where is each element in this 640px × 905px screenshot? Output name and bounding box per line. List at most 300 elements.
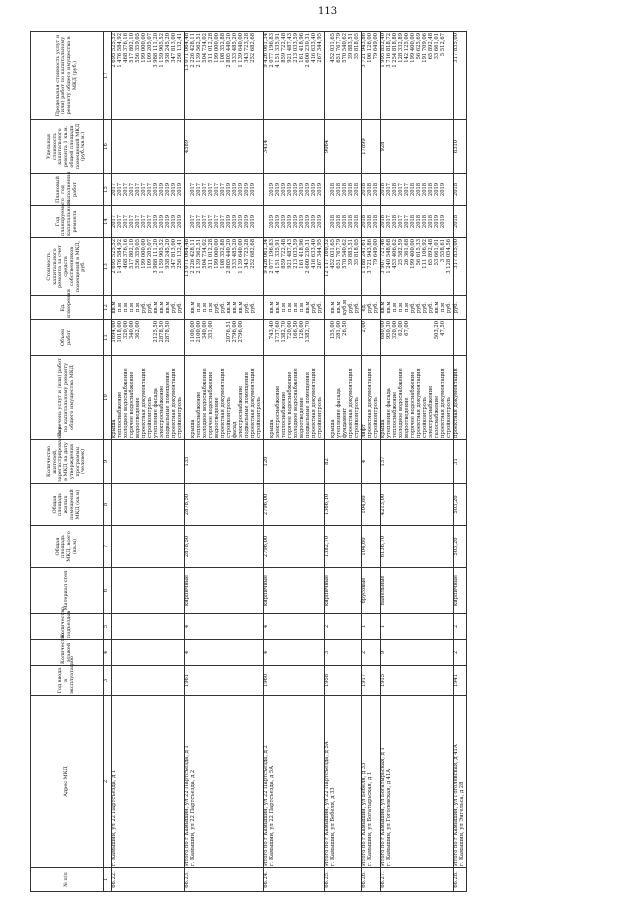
column-header-16: Удельная стоимость капитального ремонта 1 кв.м. общей площади помещений МКД (руб./кв.м.) (31, 120, 104, 174)
work-list-line: фундамент (342, 407, 348, 438)
planned-year-line: 2017 (220, 214, 226, 229)
wall-material: брусовые (362, 568, 381, 614)
work-year-line: 2018 (348, 182, 354, 197)
planned-year-line: 2018 (410, 214, 416, 229)
table-row (381, 32, 454, 892)
work-volume (185, 320, 264, 356)
cost-limit-line: 2 139 562,51 (196, 33, 202, 68)
cost-limit-line: 859 722,48 (281, 33, 287, 63)
measure-unit (112, 296, 185, 320)
work-list-line: стройконтроль (256, 397, 262, 438)
entrance-count: 4 (185, 614, 264, 640)
cost-limit-line: 191 709,06 (422, 33, 428, 63)
repair-cost-line: 1 159 905,52 (159, 239, 165, 274)
repair-cost-line: 343 723,28 (244, 239, 250, 269)
measure-unit-line: кв.м (153, 301, 159, 314)
repair-cost-line: 12 117 160,32 (324, 239, 330, 277)
resident-count: 31 (454, 440, 467, 484)
repair-cost-line: 2 805 440,20 (226, 239, 232, 274)
planned-year-line: 2018 (422, 214, 428, 229)
repair-cost-line: 35 818,05 (354, 239, 360, 266)
measure-unit-line: кв.м (336, 301, 342, 314)
table-row (264, 32, 325, 892)
cost-limit-line: 128 332,89 (398, 33, 404, 63)
planned-year-line: 2018 (330, 214, 336, 229)
planned-year-line: 2018 (416, 214, 422, 229)
entrance-count: 1 (381, 614, 454, 640)
repair-cost-line: 2 139 562,51 (196, 239, 202, 274)
work-list-line: стройконтроль (226, 397, 232, 438)
work-year-line: 2017 (398, 182, 404, 197)
address-cell (112, 696, 185, 868)
work-list-line: водоотведение (135, 397, 141, 438)
table-row (362, 32, 381, 892)
repair-cost-line: 199 000,00 (214, 239, 220, 269)
work-volume-line: 2125,50 (153, 321, 159, 343)
living-area (112, 484, 185, 526)
floor-count: 2 (454, 640, 467, 666)
measure-unit-line: кв.м (305, 301, 311, 314)
row-number: 66.23. (185, 868, 264, 892)
work-year-line: 2019 (311, 182, 317, 197)
planned-year-line: 2019 (177, 214, 183, 229)
work-list-line: подвальные помещения (305, 372, 311, 438)
work-year-line: 2019 (434, 182, 440, 197)
work-list-line: подвальные помещения (244, 372, 250, 438)
repair-cost-line: 3 128 054,56 (446, 239, 452, 274)
repair-cost-line: 3 558,61 (440, 239, 446, 263)
repair-cost-line: 938 245,20 (165, 239, 171, 269)
measure-unit-line: куб.м (342, 299, 348, 316)
measure-unit-line: руб. (422, 301, 428, 314)
total-area: 6136,70 (381, 526, 454, 568)
unit-cost: 928 (381, 120, 454, 174)
column-number: 14 (104, 206, 112, 238)
planned-year-line: 2019 (305, 214, 311, 229)
column-number: 8 (104, 484, 112, 526)
planned-year-line: 2019 (311, 214, 317, 229)
cost-limit-line: 256 132,41 (177, 33, 183, 63)
resident-count: 135 (185, 440, 264, 484)
work-volume-line: 1100,00 (190, 321, 196, 343)
repair-cost-line: 2 695 525,52 (111, 239, 117, 274)
capital-repair-table (30, 31, 467, 892)
work-list-line: стройконтроль (177, 397, 183, 438)
cost-limit-line: 570 540,62 (342, 33, 348, 63)
repair-cost (362, 238, 381, 296)
page-number: 113 (318, 6, 338, 17)
measure-unit (454, 296, 467, 320)
repair-cost-line: 2 077 196,83 (269, 239, 275, 274)
column-header-7: Общая площадь МКД, всего (кв.м) (31, 526, 104, 568)
cost-limit-line: 142 125,00 (404, 33, 410, 63)
repair-cost-line: 453 406,62 (392, 239, 398, 269)
work-year-line: 2017 (117, 182, 123, 197)
cost-limit-line: 2 077 196,83 (269, 33, 275, 68)
repair-cost (381, 238, 454, 296)
year-built: 1917 (362, 666, 381, 696)
measure-unit-line: п.м (202, 302, 208, 313)
measure-unit-line: п.м (404, 302, 410, 313)
row-number: 66.28. (454, 868, 467, 892)
floor-count (112, 640, 185, 666)
measure-unit-line: руб. (317, 301, 323, 314)
work-volume-line (178, 321, 184, 354)
floor-count: 2 (362, 640, 381, 666)
work-year-line: 2017 (386, 182, 392, 197)
repair-cost-line: 267 344,95 (317, 239, 323, 269)
repair-cost-line: 79 649,00 (373, 239, 379, 266)
column-header-17: Предельная стоимость услуг и (или) работ по капитальному ремонту общего имущества в МКД (руб.) (31, 32, 104, 120)
repair-cost-line: 53 661,01 (434, 239, 440, 266)
row-number: 66.22. (112, 868, 185, 892)
planned-year (264, 206, 325, 238)
cost-limit-line: 65 892,48 (428, 33, 434, 60)
row-number: 66.25. (325, 868, 362, 892)
planned-year-line: 2017 (123, 214, 129, 229)
cost-limit (325, 32, 362, 120)
work-year-line: 2019 (269, 182, 275, 197)
work-year-line: 2019 (250, 182, 256, 197)
cost-limit-line: 33 661,01 (434, 33, 440, 60)
unit-cost (112, 120, 185, 174)
work-year-line: 2019 (232, 182, 238, 197)
work-year-line: 2018 (367, 182, 373, 197)
work-year-line: 2019 (293, 182, 299, 197)
work-list-line: стройконтроль (446, 397, 452, 438)
column-number: 4 (104, 640, 112, 666)
table-body (112, 32, 467, 892)
resident-count: 137 (381, 440, 454, 484)
work-year (362, 174, 381, 206)
measure-unit-line: кв.м (330, 301, 336, 314)
measure-unit-line: п.м (293, 302, 299, 313)
planned-year-line: 2017 (117, 214, 123, 229)
work-volume-line: 47,50 (440, 321, 446, 336)
address-cell (185, 696, 264, 868)
measure-unit-line: кв.м (226, 301, 232, 314)
work-list-line: теплоснабжение (196, 391, 202, 438)
repair-cost-line: 199 000,00 (141, 239, 147, 269)
work-year-line: 2019 (244, 182, 250, 197)
cost-limit-line: 5 512,67 (440, 33, 446, 57)
year-built: 1961 (185, 666, 264, 696)
measure-unit-line: руб. (250, 301, 256, 314)
cost-limit (185, 32, 264, 120)
measure-unit (325, 296, 362, 320)
work-year-line: 2017 (129, 182, 135, 197)
repair-cost (264, 238, 325, 296)
work-year-line: 2017 (123, 182, 129, 197)
column-number: 12 (104, 296, 112, 320)
planned-year-line: 2018 (354, 214, 360, 229)
repair-cost-line: 65 892,48 (428, 239, 434, 266)
work-volume-line (251, 321, 257, 354)
work-year-line: 2019 (281, 182, 287, 197)
work-list-line: крыша (190, 419, 196, 438)
measure-unit-line: руб. (416, 301, 422, 314)
address-cell-line: Итого по г Камышин, ул 22 Партсъезда, д 5А (324, 741, 330, 866)
cost-limit-line: 938 245,20 (165, 33, 171, 63)
measure-unit-line: п.м (123, 302, 129, 313)
repair-cost-line: 213 033,59 (293, 239, 299, 269)
work-volume (112, 320, 185, 356)
repair-cost-line: 108 352,88 (220, 239, 226, 269)
work-volume-line: 320,00 (123, 321, 129, 340)
cost-limit-line: 108 352,88 (220, 33, 226, 63)
cost-limit-line: 343 723,28 (244, 33, 250, 63)
repair-cost-line: 199 400,00 (410, 239, 416, 269)
measure-unit-line: руб. (410, 301, 416, 314)
cost-limit-line: 106 126,00 (367, 33, 373, 63)
work-list-line: газоснабжение (434, 395, 440, 438)
work-list-line: проектная документация (220, 368, 226, 438)
repair-cost-line: 56 615,33 (416, 239, 422, 266)
year-built: 1941 (454, 666, 467, 696)
work-list (185, 356, 264, 440)
work-list-line: теплоснабжение (392, 391, 398, 438)
work-list-line: фасад (232, 421, 238, 438)
measure-unit (381, 296, 454, 320)
planned-year-line: 2019 (434, 214, 440, 229)
work-year-line: 2017 (214, 182, 220, 197)
entrance-count: 4 (264, 614, 325, 640)
work-volume-line: 743,40 (269, 321, 275, 340)
planned-year-line: 2019 (275, 214, 281, 229)
work-year-line: 2018 (330, 182, 336, 197)
cost-limit-line: 3 988 111,20 (153, 33, 159, 68)
measure-unit-line: руб. (214, 301, 220, 314)
work-list-line: лифт (361, 424, 367, 438)
capital-repair-table-sheet (30, 32, 610, 892)
work-volume-line: 1382,70 (281, 321, 287, 343)
column-number-row (104, 32, 112, 892)
measure-unit (185, 296, 264, 320)
planned-year-line: 2019 (165, 214, 171, 229)
work-list-line: крыша (269, 419, 275, 438)
cost-limit-line: 4 151 335,91 (275, 33, 281, 68)
repair-cost-line: 468 376,16 (123, 239, 129, 269)
measure-unit-line: кв.м (434, 301, 440, 314)
cost-limit-line: 511 012,28 (208, 33, 214, 63)
work-list-line: крыша (380, 419, 386, 438)
work-volume-line: 680,00 (380, 321, 386, 340)
cost-limit-line: 556 359,05 (135, 33, 141, 63)
cost-limit-line: 3 721 943,86 (361, 33, 367, 68)
cost-limit-line: 161 418,96 (299, 33, 305, 63)
year-built: 1960 (264, 666, 325, 696)
total-area (112, 526, 185, 568)
work-list-line: проектная документация (250, 368, 256, 438)
address-cell-line: Итого по г Камышин, ул Богатырьская, д 1 (380, 747, 386, 866)
work-year-line: 2019 (317, 182, 323, 197)
work-list-line: теплоснабжение (281, 391, 287, 438)
work-list-line: водоотведение (404, 397, 410, 438)
measure-unit-line: руб. (311, 301, 317, 314)
work-year-line: 2019 (159, 182, 165, 197)
work-list-line: стройконтроль (354, 397, 360, 438)
measure-unit (362, 296, 381, 320)
planned-year-line: 2019 (281, 214, 287, 229)
measure-unit-line: руб. (177, 301, 183, 314)
total-area: 2796,00 (264, 526, 325, 568)
work-volume-line (447, 321, 453, 354)
work-year-line: 2018 (380, 182, 386, 197)
work-year-line: 2019 (238, 182, 244, 197)
planned-year-line: 2019 (226, 214, 232, 229)
planned-year-line: 2019 (171, 214, 177, 229)
planned-year-line: 2017 (111, 214, 117, 229)
cost-limit-line: 2 600 230,31 (305, 33, 311, 68)
floor-count: 9 (381, 640, 454, 666)
repair-cost-line: 252 682,68 (250, 239, 256, 269)
address-cell-line: г. Камышин, ул Гоголевская, д 41А (386, 768, 392, 866)
measure-unit-line: п.м (208, 302, 214, 313)
column-number: 9 (104, 440, 112, 484)
work-year (185, 174, 264, 206)
planned-year-line: 2018 (367, 214, 373, 229)
cost-limit-line: 13 071 064,48 (184, 33, 190, 71)
cost-limit-line: 199 000,00 (141, 33, 147, 63)
repair-cost-line: 651 767,79 (336, 239, 342, 269)
address-cell (362, 696, 381, 868)
planned-year-line: 2019 (269, 214, 275, 229)
repair-cost-line: 2 600 230,31 (305, 239, 311, 274)
year-built: 1958 (325, 666, 362, 696)
repair-cost (325, 238, 362, 296)
measure-unit-line: кв.м (111, 301, 117, 314)
entrance-count: 1 (362, 614, 381, 640)
cost-limit-line: 651 767,79 (336, 33, 342, 63)
work-list-line: теплоснабжение (117, 391, 123, 438)
planned-year-line: 2018 (392, 214, 398, 229)
planned-year-line: 2017 (196, 214, 202, 229)
column-header-13: Стоимость капитального ремонта за счет средств собственников помещений в МКД, руб. (31, 238, 104, 296)
unit-cost: 17899 (362, 120, 381, 174)
measure-unit-line: руб. (453, 301, 459, 314)
repair-cost-line: 317 835,00 (453, 239, 459, 269)
cost-limit-line: 2 695 525,52 (111, 33, 117, 68)
measure-unit-line: руб. (367, 301, 373, 314)
repair-cost-line: 256 132,41 (177, 239, 183, 269)
planned-year-line: 2019 (299, 214, 305, 229)
work-year-line: 2018 (392, 182, 398, 197)
measure-unit-line: кв.м (232, 301, 238, 314)
planned-year-line: 2018 (336, 214, 342, 229)
planned-year-line: 2017 (214, 214, 220, 229)
cost-limit (264, 32, 325, 120)
column-header-10: Перечень услуг и (или) работ по капитальному ремонту общего имущества МКД (31, 356, 104, 440)
work-year-line: 2017 (190, 182, 196, 197)
work-year-line: 2018 (354, 182, 360, 197)
work-list-line: утепление фасада (386, 388, 392, 438)
work-list (325, 356, 362, 440)
cost-limit-line: 109 205,07 (147, 33, 153, 63)
repair-cost-line: 1 240 548,68 (386, 239, 392, 274)
cost-limit-line: 39 883,51 (348, 33, 354, 60)
repair-cost-line: 517 802,10 (129, 239, 135, 269)
living-area: 2878,50 (185, 484, 264, 526)
work-volume-line: 340,00 (129, 321, 135, 340)
work-volume-line: 362,00 (135, 321, 141, 340)
wall-material: кирпичные (185, 568, 264, 614)
table-row (454, 32, 467, 892)
work-volume-line: 1694,00 (111, 321, 117, 343)
column-number: 17 (104, 32, 112, 120)
column-header-2: Адрес МКД (31, 696, 104, 868)
planned-year-line: 2019 (232, 214, 238, 229)
work-list-line: проектная документация (348, 368, 354, 438)
planned-year-line: 2019 (293, 214, 299, 229)
column-number: 11 (104, 320, 112, 356)
row-number: 66.24. (264, 868, 325, 892)
work-volume-line: 1018,00 (117, 321, 123, 343)
work-year (381, 174, 454, 206)
cost-limit (381, 32, 454, 120)
resident-count: 82 (325, 440, 362, 484)
repair-cost-line: 161 418,96 (299, 239, 305, 269)
measure-unit-line: руб. (141, 301, 147, 314)
work-list-line: проектная документация (311, 368, 317, 438)
wall-material: кирпичные (325, 568, 362, 614)
work-list-line: подвальные помещения (165, 372, 171, 438)
work-volume-line: 351,00 (208, 321, 214, 340)
wall-material: кирпичные (264, 568, 325, 614)
measure-unit-line: кв.м (238, 301, 244, 314)
work-list-line: электроснабжение (275, 385, 281, 438)
work-volume-line: 720,00 (287, 321, 293, 340)
work-volume-line (318, 321, 324, 354)
planned-year-line: 2019 (287, 214, 293, 229)
column-header-3: Год ввода в эксплуатацию (31, 666, 104, 696)
planned-year-line: 2017 (202, 214, 208, 229)
work-list-line: электроснабжение (238, 385, 244, 438)
column-number: 2 (104, 696, 112, 868)
work-volume-line: 503,20 (434, 321, 440, 340)
unit-cost: 9064 (325, 120, 362, 174)
work-volume (381, 320, 454, 356)
work-year (264, 174, 325, 206)
cost-limit-line: 79 649,00 (373, 33, 379, 60)
address-cell (264, 696, 325, 868)
repair-cost-line: 504 734,02 (202, 239, 208, 269)
repair-cost-line: 3 988 111,20 (153, 239, 159, 274)
work-year (112, 174, 185, 206)
repair-cost-line: 921 487,43 (287, 239, 293, 269)
measure-unit-line: п.м (440, 302, 446, 313)
work-year-line: 2017 (111, 182, 117, 197)
repair-cost-line: 9 426 061,34 (263, 239, 269, 274)
measure-unit-line: кв.м (159, 301, 165, 314)
repair-cost-line: 25 582,59 (398, 239, 404, 266)
measure-unit-line: кв.м (386, 301, 392, 314)
living-area: 4213,00 (381, 484, 454, 526)
work-list-line: проектная документация (367, 368, 373, 438)
work-year-line: 2019 (287, 182, 293, 197)
planned-year-line: 2017 (398, 214, 404, 229)
column-number: 10 (104, 356, 112, 440)
planned-year (112, 206, 185, 238)
work-list-line: горячее водоснабжение (129, 371, 135, 438)
work-year-line: 2018 (342, 182, 348, 197)
work-list-line: горячее водоснабжение (208, 371, 214, 438)
planned-year-line: 2017 (147, 214, 153, 229)
cost-limit-line: 468 376,16 (123, 33, 129, 63)
work-list-line: электроснабжение (428, 385, 434, 438)
work-volume-line: 320,00 (392, 321, 398, 340)
work-list-line: проектная документация (171, 368, 177, 438)
work-volume-line (454, 321, 460, 354)
